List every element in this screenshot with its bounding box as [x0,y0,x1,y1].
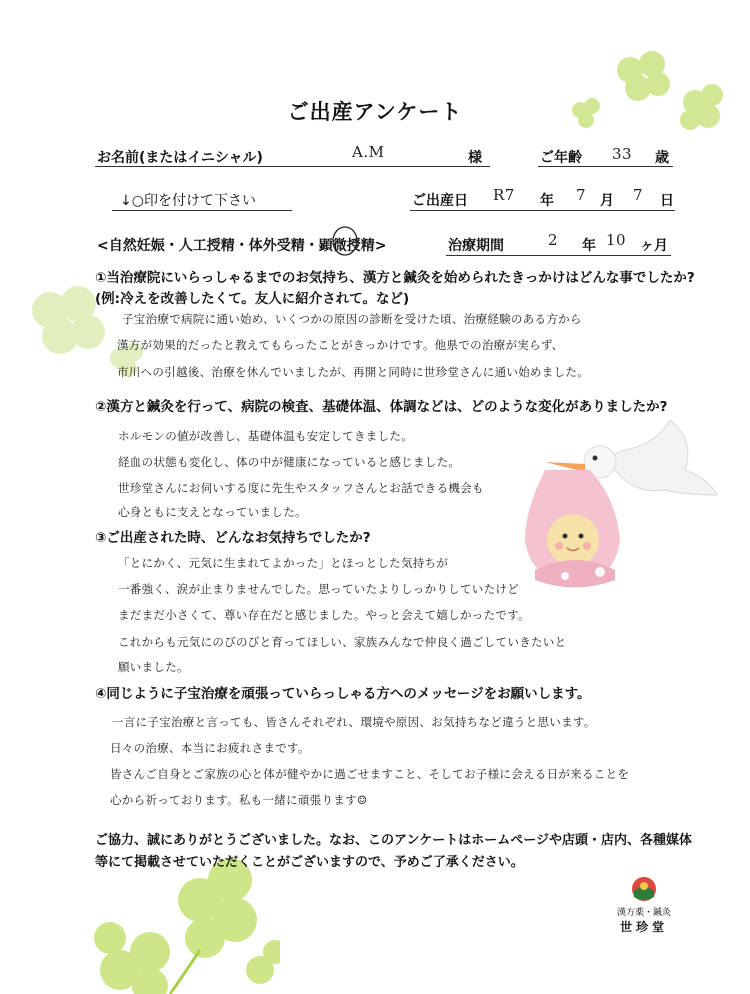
logo-subtitle: 漢方薬・鍼灸 [616,908,671,918]
q1-answer-line: 子宝治療で病院に通い始め、いくつかの原因の診断を受けた頃、治療経験のある方から [122,312,582,326]
question-4: ④同じように子宝治療を頑張っていらっしゃる方へのメッセージをお願いします。 [95,686,591,702]
birth-month-value: 7 [576,186,587,204]
month-unit: 月 [600,193,614,209]
q2-answer-line: ホルモンの値が改善し、基礎体温も安定してきました。 [118,429,413,443]
q3-answer-line: まだまだ小さくて、尊い存在だと感じました。やっと会えて嬉しかったです。 [118,608,530,622]
treatment-period-label: 治療期間 [448,238,504,254]
q2-answer-line: 心身ともに支えとなっていました。 [118,505,307,519]
age-label: ご年齢 [540,150,582,166]
question-1: ①当治療院にいらっしゃるまでのお気持ち、漢方と鍼灸を始められたきっかけはどんな事でしたか? [95,270,695,286]
stork-baby-illustration [505,400,725,600]
day-unit: 日 [660,193,674,209]
q2-answer-line: 世珍堂さんにお伺いする度に先生やスタッフさんとお話できる機会も [118,481,484,495]
q4-answer-line: 一言に子宝治療と言っても、皆さんそれぞれ、環境や原因、お気持ちなど違うと思います。 [112,715,596,729]
age-underline [538,166,673,167]
question-1-example: (例:冷えを改善したくて。友人に紹介されて。など) [95,291,410,307]
q3-answer-line: これからも元気にのびのびと育ってほしい、家族みんなで仲良く過ごしていきたいと [118,635,567,649]
q2-answer-line: 経血の状態も変化し、体の中が健康になっていると感じました。 [118,455,461,469]
name-label: お名前(またはイニシャル) [97,150,263,166]
question-3: ③ご出産された時、どんなお気持ちでしたか? [95,530,371,546]
birth-date-label: ご出産日 [412,193,468,209]
footer-note-line-1: ご協力、誠にありがとうございました。なお、このアンケートはホームページや店頭・店内、各種媒体 [95,833,692,848]
q3-answer-line: 一番強く、涙が止まりませんでした。思っていたよりしっかりしていたけど [118,582,519,596]
seichindo-logo-icon [630,875,658,903]
age-value: 33 [612,145,633,163]
age-unit: 歳 [655,150,669,166]
instruction-underline [112,210,292,211]
q3-answer-line: 願いました。 [118,660,189,674]
treatment-months-value: 10 [606,231,627,249]
date-underline [410,210,675,211]
q1-answer-line: 市川への引越後、治療を休んでいましたが、再開と同時に世珍堂さんに通い始めました。 [117,365,589,379]
treatment-years-value: 2 [548,231,559,249]
name-value: A.M [352,143,385,161]
q3-answer-line: 「とにかく、元気に生まれてよかった」とほっとした気持ちが [118,556,449,570]
name-underline [95,166,490,167]
conception-methods: <自然妊娠・人工授精・体外受精・顕微授精> [97,238,387,254]
q1-answer-line: 漢方が効果的だったと教えてもらったことがきっかけです。他県での治療が実らず、 [117,338,564,352]
birth-era-value: R7 [493,186,515,204]
treatment-years-unit: 年 [582,238,596,254]
hand-drawn-circle-mark [330,224,360,258]
footer-note-line-2: 等にて掲載させていただくことがございますので、予めご了承ください。 [95,855,524,870]
treatment-months-unit: ヶ月 [640,238,668,254]
honorific-label: 様 [468,150,482,166]
question-2: ②漢方と鍼灸を行って、病院の検査、基礎体温、体調などは、どのような変化がありましたか? [95,399,668,415]
q4-answer-line: 心から祈っております。私も一緒に頑張ります☺ [110,793,368,807]
birth-day-value: 7 [633,186,644,204]
logo-name: 世珍堂 [619,920,668,934]
q4-answer-line: 皆さんご自身とご家族の心と体が健やかに過ごせますこと、そしてお子様に会える日が来ることを [110,767,630,781]
year-unit: 年 [540,193,554,209]
q4-answer-line: 日々の治療、本当にお疲れさまです。 [110,741,310,755]
circle-instruction: ↓○印を付けて下さい [120,193,256,209]
period-underline [446,255,671,256]
page-title: ご出産アンケート [287,100,463,124]
